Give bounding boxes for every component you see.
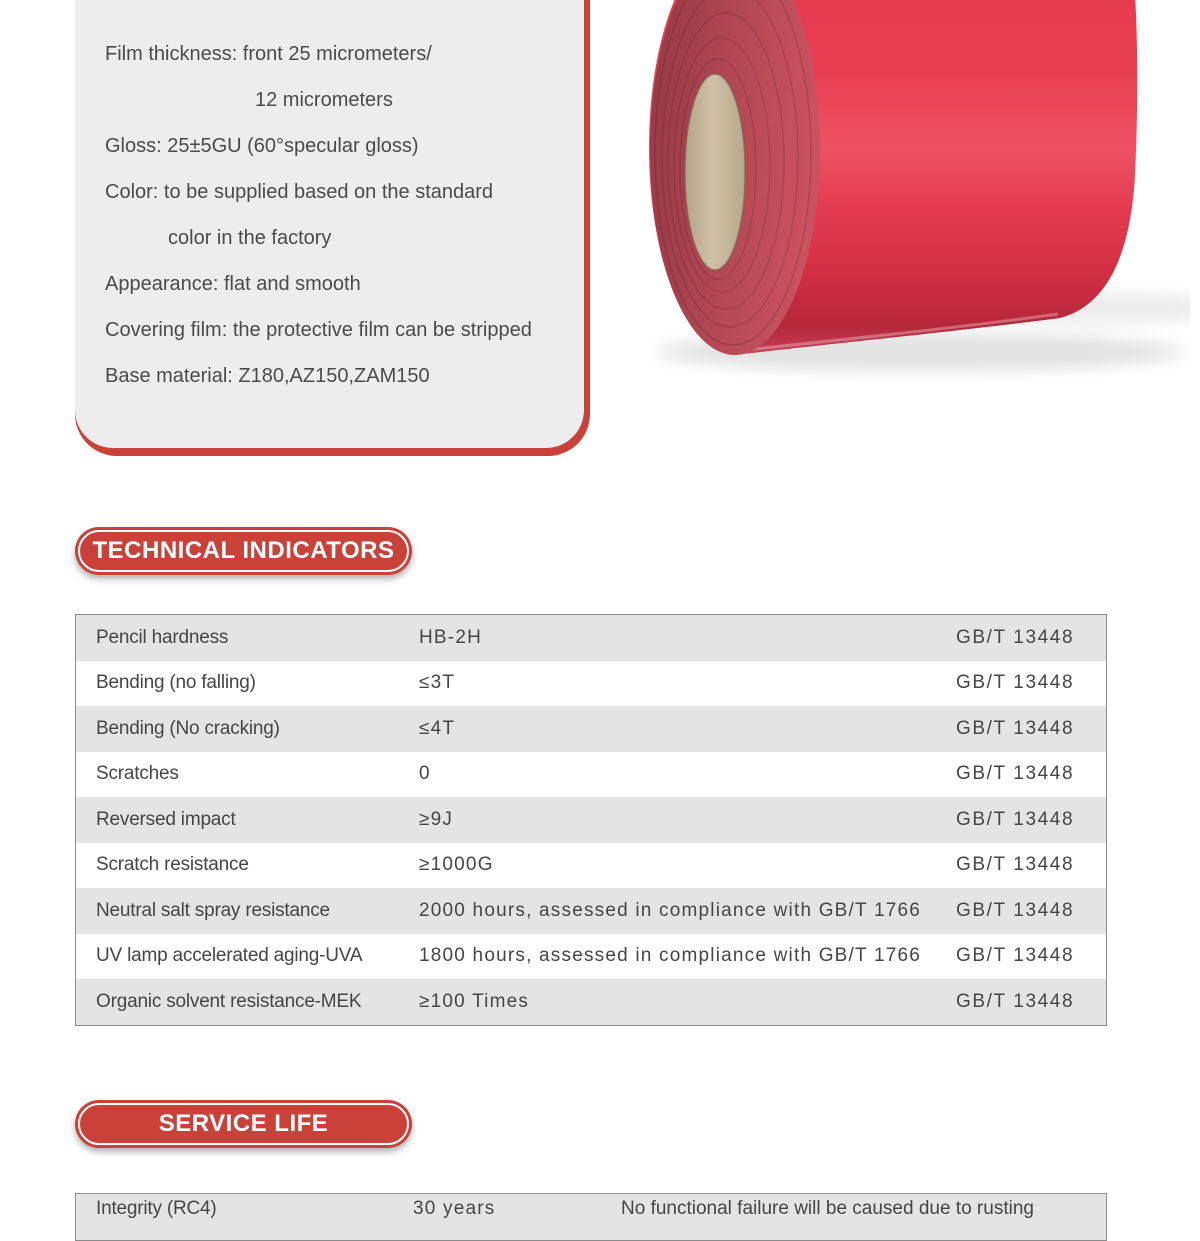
table-row <box>76 888 1106 934</box>
cell-standard: GB/T 13448 <box>956 854 1075 876</box>
cell-value: 30 years <box>413 1198 496 1219</box>
spec-line-film-thickness: Film thickness: front 25 micrometers/ <box>105 43 432 65</box>
product-image-coil <box>630 0 1190 400</box>
spec-line-appearance: Appearance: flat and smooth <box>105 273 361 295</box>
cell-value: ≥1000G <box>419 854 494 876</box>
section-title: SERVICE LIFE <box>158 1110 329 1137</box>
cell-standard: GB/T 13448 <box>956 763 1075 785</box>
cell-standard: GB/T 13448 <box>956 672 1075 694</box>
cell-standard: GB/T 13448 <box>956 990 1075 1012</box>
cell-value: ≥100 Times <box>419 990 530 1012</box>
cell-value: 0 <box>419 763 431 785</box>
spec-line-covering-film: Covering film: the protective film can be stripped <box>105 319 532 341</box>
cell-value: ≤4T <box>419 717 456 739</box>
spec-line-base-material: Base material: Z180,AZ150,ZAM150 <box>105 365 430 387</box>
cell-standard: GB/T 13448 <box>956 626 1075 648</box>
table-row <box>76 797 1106 843</box>
cell-property: Scratches <box>96 763 179 785</box>
pill-inner-ring <box>78 530 409 572</box>
cell-value: ≥9J <box>419 808 454 830</box>
table-row <box>76 1194 1106 1240</box>
pill-inner-ring <box>78 1103 409 1145</box>
coil-graphic <box>630 0 1190 400</box>
technical-indicators-table <box>75 614 1107 1026</box>
cell-property: Reversed impact <box>96 808 236 830</box>
cell-value: ≤3T <box>419 672 456 694</box>
cell-value: 1800 hours, assessed in compliance with GB/T 1766 <box>419 945 922 967</box>
spec-line-gloss: Gloss: 25±5GU (60°specular gloss) <box>105 135 419 157</box>
spec-line-color: Color: to be supplied based on the standard <box>105 181 494 203</box>
cell-value: 2000 hours, assessed in compliance with GB/T 1766 <box>419 899 922 921</box>
cell-property: UV lamp accelerated aging-UVA <box>96 945 363 967</box>
table-row <box>76 706 1106 752</box>
cell-property: Pencil hardness <box>96 626 229 648</box>
cell-property: Integrity (RC4) <box>96 1198 217 1219</box>
table-row <box>76 843 1106 889</box>
spec-line-film-thickness-cont: 12 micrometers <box>255 89 393 111</box>
section-title: TECHNICAL INDICATORS <box>92 537 395 564</box>
section-pill-technical-indicators <box>75 527 412 575</box>
cell-standard: GB/T 13448 <box>956 899 1075 921</box>
table-row <box>76 615 1106 661</box>
table-row <box>76 752 1106 798</box>
cell-property: Bending (No cracking) <box>96 717 280 739</box>
service-life-table <box>75 1193 1107 1241</box>
cell-value: HB-2H <box>419 626 483 648</box>
cell-property: Bending (no falling) <box>96 672 256 694</box>
section-pill-service-life <box>75 1100 412 1148</box>
cell-description: No functional failure will be caused due to rusting <box>621 1198 1034 1219</box>
cell-standard: GB/T 13448 <box>956 945 1075 967</box>
cell-property: Scratch resistance <box>96 854 249 876</box>
spec-line-color-cont: color in the factory <box>168 227 332 249</box>
table-row <box>76 979 1106 1025</box>
table-row <box>76 934 1106 980</box>
cell-standard: GB/T 13448 <box>956 717 1075 739</box>
cell-property: Organic solvent resistance-MEK <box>96 990 362 1012</box>
spec-card-text <box>105 31 532 399</box>
table-row <box>76 661 1106 707</box>
cell-standard: GB/T 13448 <box>956 808 1075 830</box>
cell-property: Neutral salt spray resistance <box>96 899 330 921</box>
